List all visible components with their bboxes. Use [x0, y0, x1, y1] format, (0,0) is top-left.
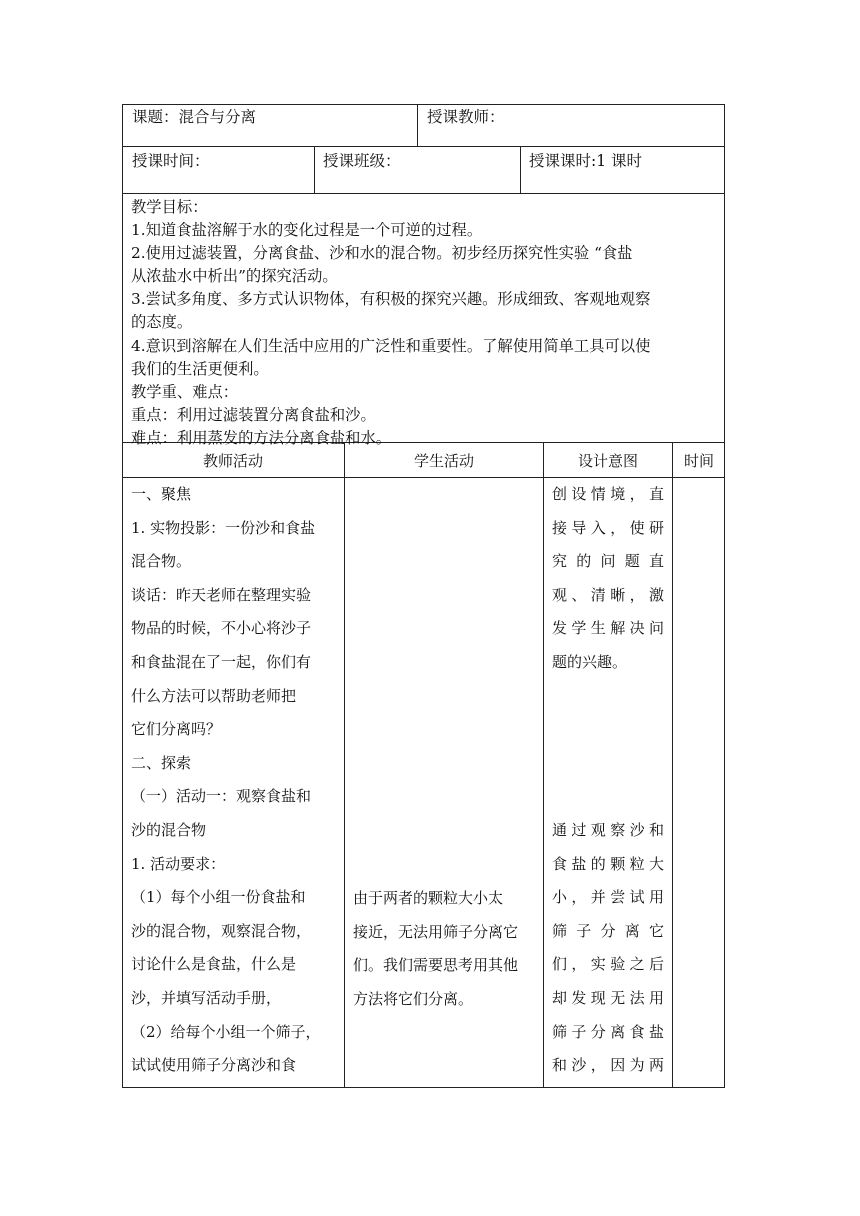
design-intent-header: 设计意图: [577, 451, 638, 470]
hours-cell: 授课课时:1 课时: [529, 152, 643, 170]
student-line: 由于两者的颗粒大小太: [353, 889, 504, 907]
col-divider: [543, 442, 544, 1088]
teacher-activity-content: [131, 478, 341, 1083]
objectives-title: 教学目标：: [131, 198, 208, 216]
design-line: 食盐的颗粒大: [552, 854, 664, 873]
teacher-line: 一、聚焦: [131, 485, 192, 503]
student-line: 接近，无法用筛子分离它: [353, 922, 519, 941]
objective-line: 2.使用过滤装置，分离食盐、沙和水的混合物。初步经历探究性实验 “食盐: [131, 244, 633, 263]
design-line: 通过观察沙和: [552, 821, 664, 839]
row-divider: [122, 193, 725, 194]
objective-line: 从浓盐水中析出”的探究活动。: [131, 267, 338, 286]
row-divider: [122, 146, 725, 147]
design-line: 发学生解决问: [552, 619, 664, 638]
teacher-line: 混合物。: [131, 552, 192, 571]
student-line: 们。我们需要思考用其他: [353, 956, 519, 975]
col-divider: [314, 146, 315, 193]
teacher-line: 和食盐混在了一起，你们有: [131, 652, 312, 671]
col-divider: [417, 104, 418, 146]
design-line: 筛子分离食盐: [552, 1022, 664, 1041]
col-divider: [520, 146, 521, 193]
teacher-line: （1）每个小组一份食盐和: [131, 888, 306, 907]
student-activity-header: 学生活动: [413, 451, 474, 470]
teacher-line: 物品的时候，不小心将沙子: [131, 619, 312, 638]
col-divider: [344, 442, 345, 1088]
design-line: 们，实验之后: [552, 955, 664, 974]
design-line: 究的问题直: [552, 552, 664, 571]
design-line: 题的兴趣。: [552, 652, 628, 671]
col-divider: [672, 442, 673, 1088]
teacher-line: 讨论什么是食盐，什么是: [131, 955, 297, 974]
design-intent-block-2: [552, 814, 664, 1083]
class-cell: 授课班级：: [323, 152, 401, 170]
teacher-line: 沙的混合物，观察混合物，: [131, 921, 312, 940]
design-line: 观、清晰，激: [552, 585, 664, 604]
design-line: 却发现无法用: [552, 988, 664, 1007]
key-difficulty-title: 教学重、难点：: [131, 382, 239, 401]
teacher-line: 沙，并填写活动手册，: [131, 988, 282, 1007]
objective-line: 1.知道食盐溶解于水的变化过程是一个可逆的过程。: [131, 221, 483, 240]
teacher-line: 谈话：昨天老师在整理实验: [131, 585, 312, 604]
teacher-activity-header: 教师活动: [202, 451, 263, 470]
teacher-line: （一）活动一：观察食盐和: [131, 787, 312, 806]
design-line: 和沙，因为两: [552, 1056, 664, 1075]
teacher-line: 1. 实物投影：一份沙和食盐: [131, 518, 316, 537]
objective-line: 3.尝试多角度、多方式认识物体，有积极的探究兴趣。形成细致、客观地观察: [131, 290, 651, 309]
difficulty-point: 难点：利用蒸发的方法分离食盐和水。: [131, 428, 392, 447]
teacher-line: 二、探索: [131, 753, 192, 772]
student-activity-content: [353, 882, 541, 1016]
design-line: 小，并尝试用: [552, 888, 664, 907]
key-point: 重点：利用过滤装置分离食盐和沙。: [131, 405, 376, 424]
design-line: 筛子分离它: [552, 921, 664, 940]
objective-line: 4.意识到溶解在人们生活中应用的广泛性和重要性。了解使用简单工具可以使: [131, 336, 651, 355]
design-line: 创设情境，直: [552, 485, 664, 503]
time-cell: 授课时间：: [132, 152, 210, 170]
design-line: 接导入，使研: [552, 518, 664, 537]
teacher-line: 它们分离吗？: [131, 720, 222, 739]
teacher-cell: 授课教师：: [427, 108, 505, 126]
design-intent-block-1: [552, 478, 664, 680]
teacher-line: （2）给每个小组一个筛子，: [131, 1022, 321, 1041]
topic-cell: 课题：混合与分离: [132, 108, 257, 126]
teacher-line: 1. 活动要求：: [131, 854, 226, 873]
objectives-block: [131, 196, 721, 450]
teacher-line: 沙的混合物: [131, 820, 207, 839]
teacher-line: 试试使用筛子分离沙和食: [131, 1056, 297, 1075]
student-line: 方法将它们分离。: [353, 989, 474, 1008]
time-header: 时间: [683, 451, 714, 470]
objective-line: 的态度。: [131, 313, 193, 332]
objective-line: 我们的生活更便利。: [131, 359, 269, 378]
teacher-line: 什么方法可以帮助老师把: [131, 686, 297, 705]
